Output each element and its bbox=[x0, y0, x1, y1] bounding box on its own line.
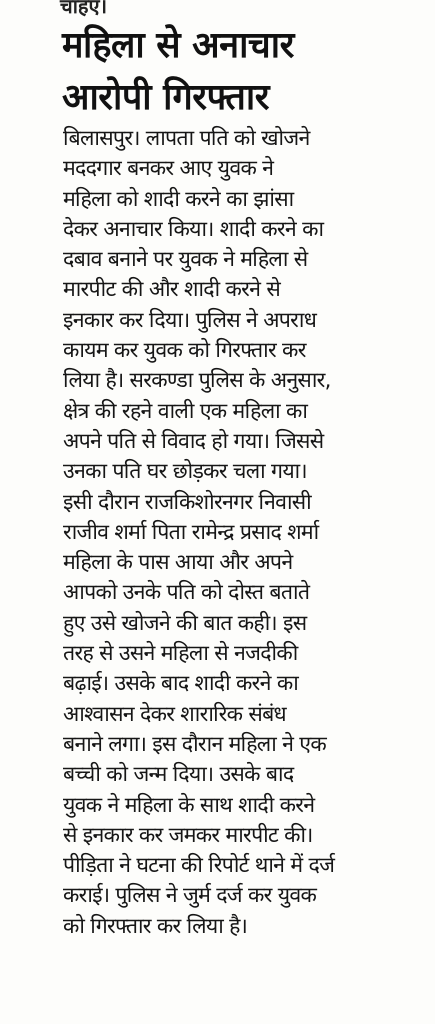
body-line: मारपीट की और शादी करने से bbox=[63, 277, 281, 303]
body-line: युवक ने महिला के साथ शादी करने bbox=[63, 792, 315, 818]
body-line: बिलासपुर। लापता पति को खोजने bbox=[63, 126, 310, 151]
body-line: अपने पति से विवाद हो गया। जिससे bbox=[63, 428, 324, 454]
body-line: महिला के पास आया और अपने bbox=[63, 550, 293, 576]
body-line: राजीव शर्मा पिता रामेन्द्र प्रसाद शर्मा bbox=[63, 519, 319, 545]
body-line: महिला को शादी करने का झांसा bbox=[63, 186, 294, 212]
body-line: बच्ची को जन्म दिया। उसके बाद bbox=[63, 762, 294, 788]
body-line: हुए उसे खोजने की बात कही। इस bbox=[63, 610, 307, 636]
article-body bbox=[63, 124, 431, 942]
body-line: इनकार कर दिया। पुलिस ने अपराध bbox=[63, 307, 317, 333]
body-line: बढ़ाई। उसके बाद शादी करने का bbox=[63, 671, 299, 697]
body-line: बनाने लगा। इस दौरान महिला ने एक bbox=[63, 731, 327, 757]
body-line: से इनकार कर जमकर मारपीट की। bbox=[63, 822, 313, 848]
cut-off-text-fragment: चाहए। bbox=[60, 0, 108, 18]
body-line: पीड़िता ने घटना की रिपोर्ट थाने में दर्ज bbox=[63, 853, 335, 879]
body-line: उनका पति घर छोड़कर चला गया। bbox=[63, 459, 307, 485]
body-line: आपको उनके पति को दोस्त बताते bbox=[63, 580, 310, 606]
body-line: कायम कर युवक को गिरफ्तार कर bbox=[63, 338, 306, 364]
body-line: दबाव बनाने पर युवक ने महिला से bbox=[63, 247, 308, 273]
headline-line: महिला से अनाचार bbox=[62, 25, 294, 66]
body-line: आश्वासन देकर शारारिक संबंध bbox=[63, 701, 286, 727]
body-line: देकर अनाचार किया। शादी करने का bbox=[63, 216, 324, 242]
body-line: तरह से उसने महिला से नजदीकी bbox=[63, 641, 298, 667]
body-line: क्षेत्र की रहने वाली एक महिला का bbox=[63, 398, 308, 424]
body-line: मददगार बनकर आए युवक ने bbox=[63, 156, 274, 182]
body-line: लिया है। सरकण्डा पुलिस के अनुसार, bbox=[63, 368, 331, 394]
body-line: कराई। पुलिस ने जुर्म दर्ज कर युवक bbox=[63, 883, 317, 909]
body-line: इसी दौरान राजकिशोरनगर निवासी bbox=[63, 489, 311, 515]
article-headline bbox=[62, 20, 422, 124]
body-line: को गिरफ्तार कर लिया है। bbox=[63, 913, 248, 939]
headline-line: आरोपी गिरफ्तार bbox=[62, 77, 269, 118]
